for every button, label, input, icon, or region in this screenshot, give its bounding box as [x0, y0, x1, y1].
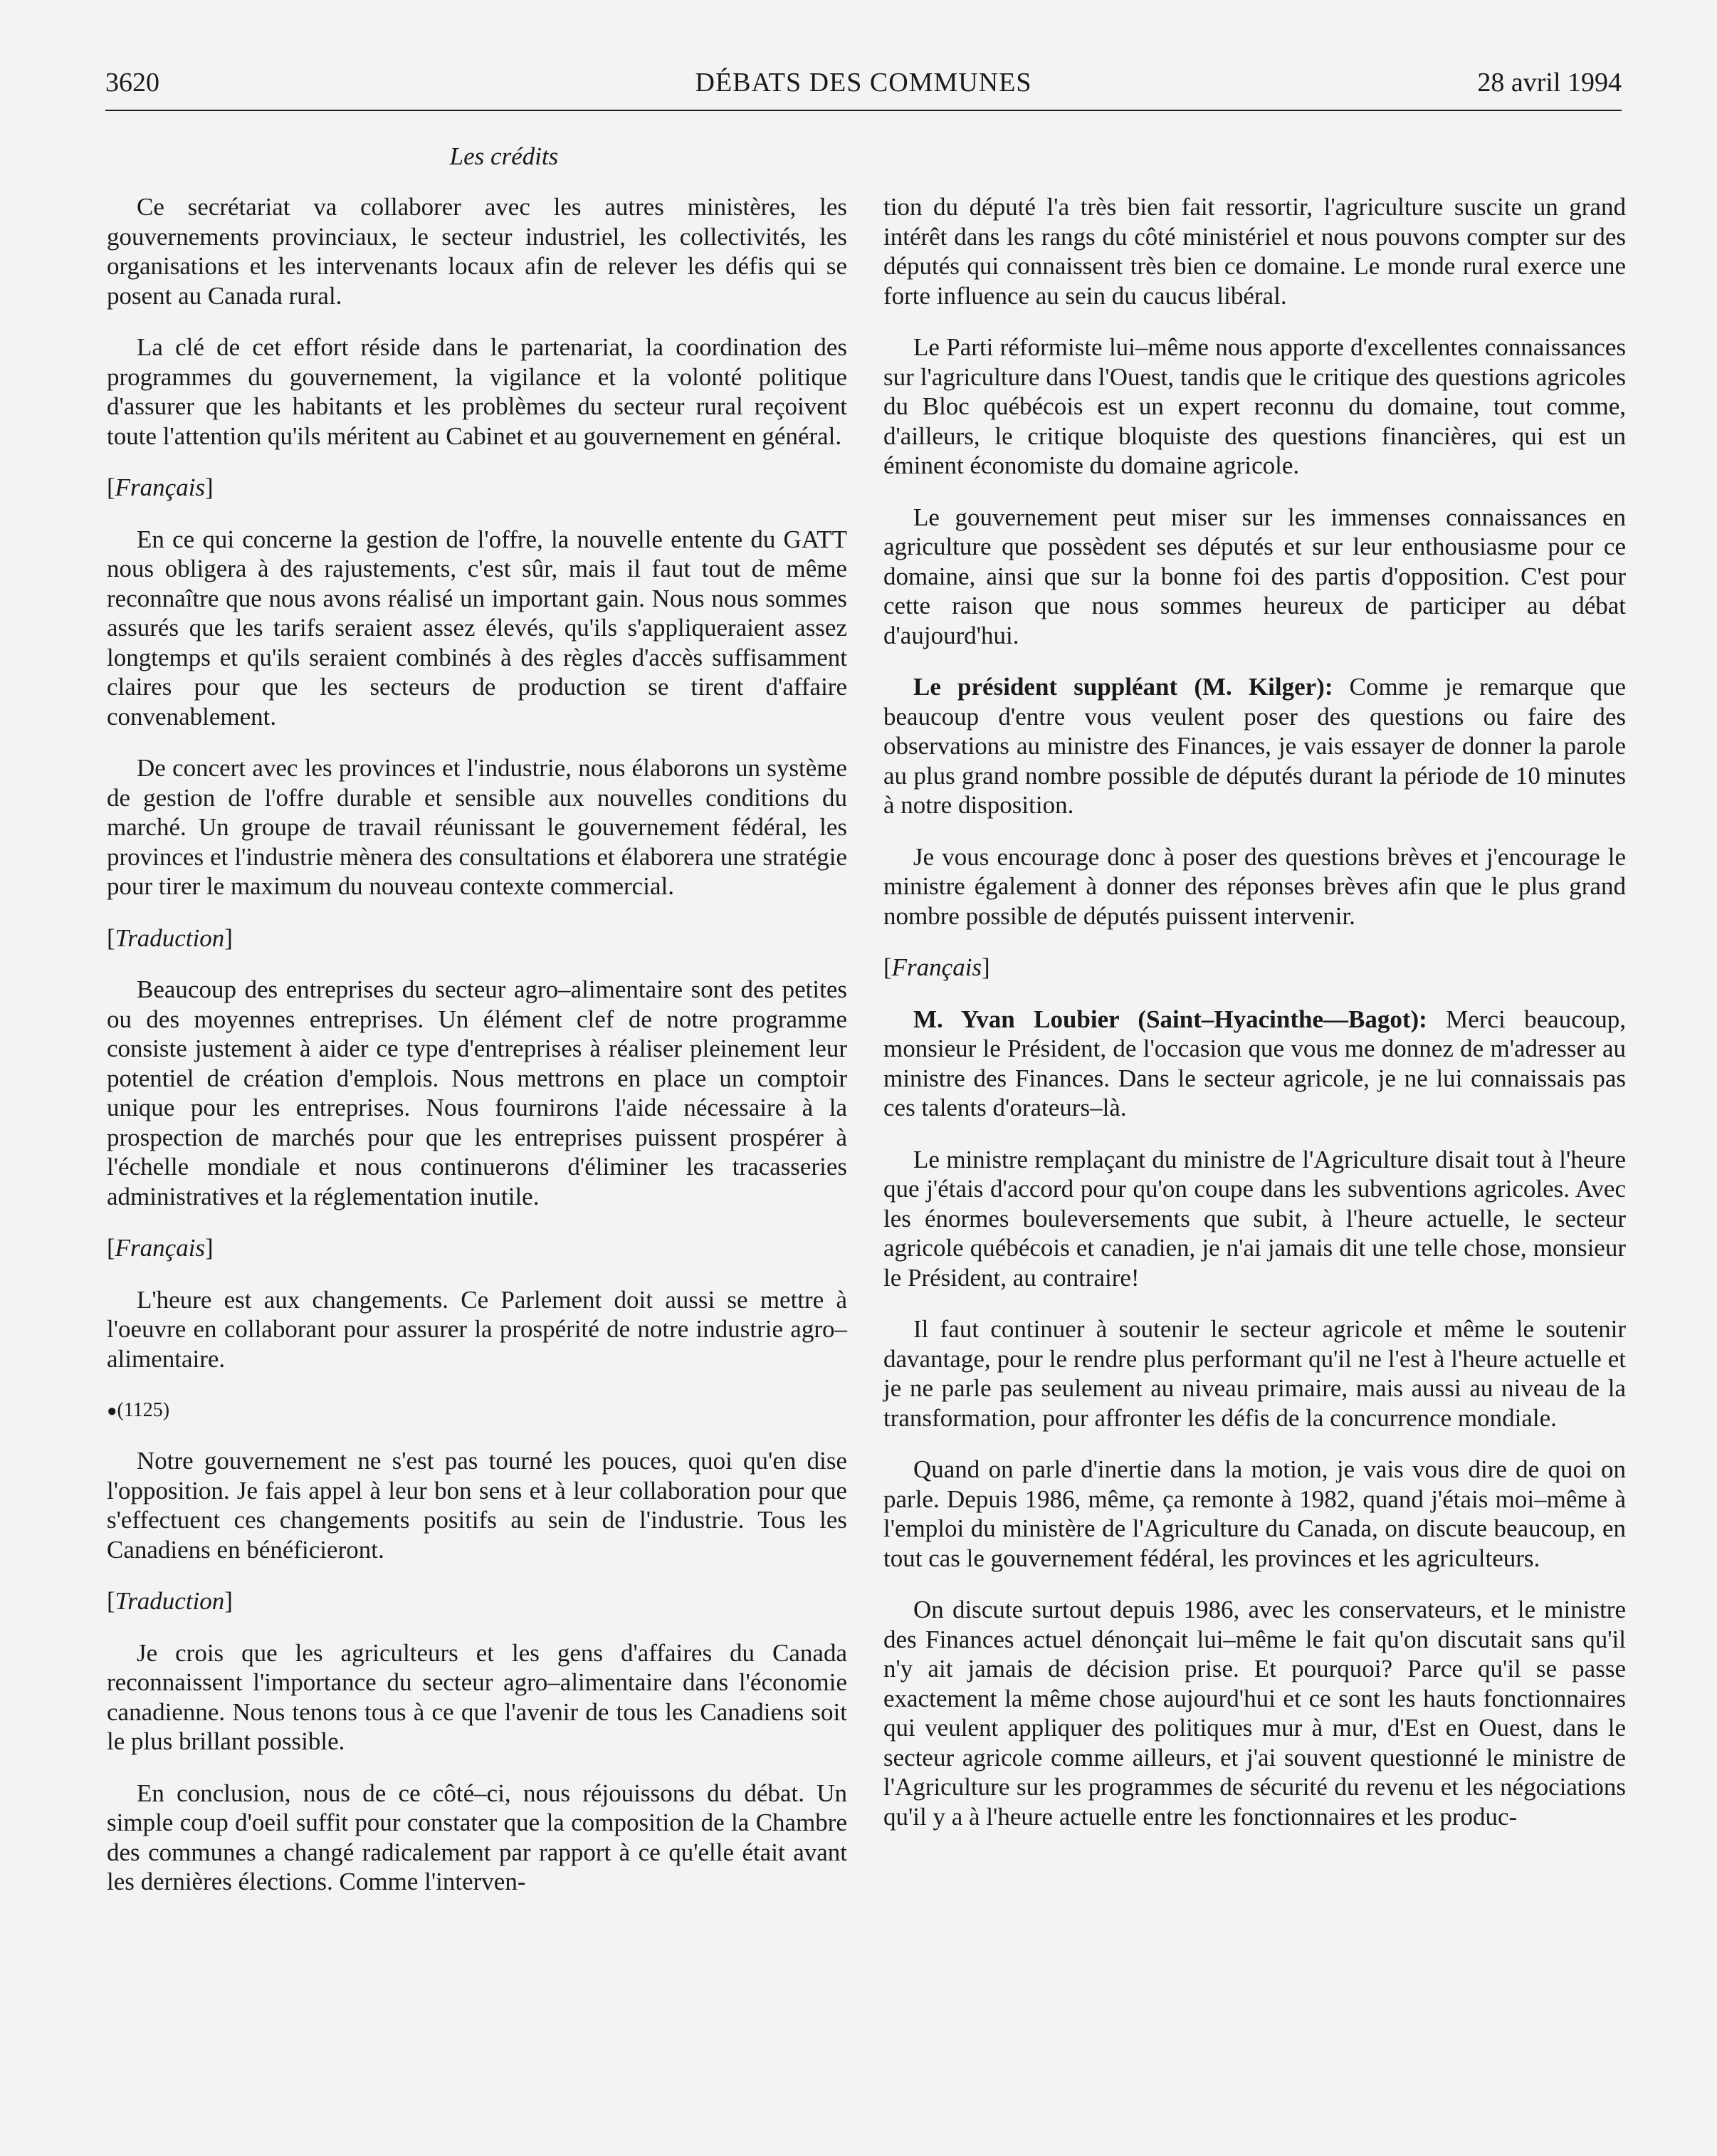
speaker-name: Le président suppléant (M. Kilger): [913, 673, 1333, 701]
body-paragraph: tion du député l'a très bien fait ressortir, l'agriculture suscite un grand intérêt dans les rangs du côté ministériel et nous pouvons compter sur des députés qui connaissent très bien ce domaine. Le monde rural exerce une forte influence au sein du caucus libéral. [883, 193, 1626, 310]
language-tag-text: Français [115, 473, 206, 501]
section-title: Les crédits [449, 142, 559, 170]
body-paragraph: La clé de cet effort réside dans le partenariat, la coordination des programmes du gouvernement, la vigilance et la volonté politique d'assurer que les habitants et les problèmes du secteur rural reçoivent toute l'attention qu'ils méritent au Cabinet et au gouvernement en général. [107, 333, 847, 450]
publication-title: DÉBATS DES COMMUNES [695, 68, 1032, 98]
body-paragraph: On discute surtout depuis 1986, avec les conservateurs, et le ministre des Finances actuel dénonçait lui–même le fait qu'on discutait sans qu'il n'y ait jamais de décision prise. Et pourquoi? Parce qu'il se passe exactement la même chose aujourd'hui et ce sont les hauts fonctionnaires qui veulent appliquer des politiques mur à mur, d'Est en Ouest, dans le secteur agricole comme ailleurs, et j'ai souvent questionné le ministre de l'Agriculture sur les programmes de sécurité du revenu et les négociations qu'il y a à l'heure actuelle entre les fonctionnaires et les produc- [883, 1596, 1626, 1831]
body-paragraph: Le Parti réformiste lui–même nous apporte d'excellentes connaissances sur l'agriculture dans l'Ouest, tandis que le critique des questions agricoles du Bloc québécois est un expert reconnu du domaine, tout comme, d'ailleurs, le critique bloquiste des questions financières, qui est un éminent économiste du domaine agricole. [883, 333, 1626, 479]
body-paragraph: En ce qui concerne la gestion de l'offre, la nouvelle entente du GATT nous obligera à des rajustements, c'est sûr, mais il faut tout de même reconnaître que nous avons réalisé un important gain. Nous nous sommes assurés que les tarifs seraient assez élevés, qu'ils s'appliqueraient assez longtemps et qu'ils seraient combinés à des règles d'accès suffisamment claires pour que les secteurs de production se tirent d'affaire convenablement. [107, 525, 847, 731]
speech-text: Merci beaucoup, monsieur le Président, de l'occasion que vous me donnez de m'adresser au ministre des Finances. Dans le secteur agricole, je ne lui connaissais pas ces talents d'orateurs–là. [883, 1005, 1626, 1121]
body-paragraph: Le gouvernement peut miser sur les immenses connaissances en agriculture que possèdent ses députés et sur leur enthousiasme pour ce domaine, ainsi que sur la bonne foi des partis d'opposition. C'est pour cette raison que nous sommes heureux de participer au débat d'aujourd'hui. [883, 503, 1626, 649]
language-tag: [Français] [883, 953, 990, 981]
time-marker-text: (1125) [117, 1399, 170, 1421]
speech-paragraph [883, 1005, 1626, 1123]
language-tag-text: Français [891, 953, 982, 981]
body-paragraph: Notre gouvernement ne s'est pas tourné les pouces, quoi qu'en dise l'opposition. Je fais appel à leur bon sens et à leur collaboration pour que s'effectuent ces changements positifs au sein de l'industrie. Tous les Canadiens en bénéficieront. [107, 1447, 847, 1564]
body-paragraph: Ce secrétariat va collaborer avec les autres ministères, les gouvernements provinciaux, le secteur industriel, les collectivités, les organisations et les intervenants locaux afin de relever les défis qui se posent au Canada rural. [107, 193, 847, 310]
page-header [105, 67, 1622, 111]
language-tag: [Français] [107, 1234, 214, 1262]
language-tag-text: Traduction [115, 923, 225, 952]
body-paragraph: Je vous encourage donc à poser des questions brèves et j'encourage le ministre également à donner des réponses brèves afin que le plus grand nombre possible de députés puissent intervenir. [883, 842, 1626, 930]
bullet-icon: ● [107, 1401, 117, 1420]
body-paragraph: L'heure est aux changements. Ce Parlement doit aussi se mettre à l'oeuvre en collaborant pour assurer la prospérité de notre industrie agro–alimentaire. [107, 1285, 847, 1373]
body-paragraph: Beaucoup des entreprises du secteur agro–alimentaire sont des petites ou des moyennes entreprises. Un élément clef de notre programme consiste justement à aider ce type d'entreprises à réaliser pleinement leur potentiel de création d'emplois. Nous mettrons en place un comptoir unique pour les entreprises. Nous fournirons l'aide nécessaire à la prospection de marchés pour que les entreprises puissent prospérer à l'échelle mondiale et nous continuerons d'éliminer les tracasseries administratives et la réglementation inutile. [107, 975, 847, 1210]
right-column [883, 192, 1626, 1853]
language-tag-text: Français [115, 1234, 206, 1262]
publication-date: 28 avril 1994 [1477, 68, 1622, 98]
body-paragraph: En conclusion, nous de ce côté–ci, nous réjouissons du débat. Un simple coup d'oeil suffit pour constater que la composition de la Chambre des communes a changé radicalement par rapport à ce qu'elle était avant les dernières élections. Comme l'interven- [107, 1779, 847, 1896]
language-tag: [Français] [107, 473, 214, 501]
speech-text: Comme je remarque que beaucoup d'entre vous veulent poser des questions ou faire des observations au ministre des Finances, je vais essayer de donner la parole au plus grand nombre possible de députés durant la période de 10 minutes à notre disposition. [883, 673, 1626, 819]
language-tag: [Traduction] [107, 923, 233, 952]
speaker-name: M. Yvan Loubier (Saint–Hyacinthe—Bagot): [913, 1005, 1427, 1033]
body-paragraph: Je crois que les agriculteurs et les gens d'affaires du Canada reconnaissent l'importance du secteur agro–alimentaire dans l'économie canadienne. Nous tenons tous à ce que l'avenir de tous les Canadiens soit le plus brillant possible. [107, 1638, 847, 1756]
speech-paragraph [883, 672, 1626, 820]
body-paragraph: Quand on parle d'inertie dans la motion, je vais vous dire de quoi on parle. Depuis 1986, même, ça remonte à 1982, quand j'étais moi–même à l'emploi du ministère de l'Agriculture du Canada, on discute beaucoup, en tout cas le gouvernement fédéral, les provinces et les agriculteurs. [883, 1455, 1626, 1572]
body-paragraph: De concert avec les provinces et l'industrie, nous élaborons un système de gestion de l'offre durable et sensible aux nouvelles conditions du marché. Un groupe de travail réunissant le gouvernement fédéral, les provinces et l'industrie mènera des consultations et élaborera une stratégie pour tirer le maximum du nouveau contexte commercial. [107, 754, 847, 900]
language-tag-text: Traduction [115, 1587, 225, 1616]
time-marker [107, 1396, 847, 1426]
page-number: 3620 [105, 68, 159, 98]
language-tag: [Traduction] [107, 1587, 233, 1616]
body-paragraph: Le ministre remplaçant du ministre de l'Agriculture disait tout à l'heure que j'étais d'accord pour qu'on coupe dans les subventions agricoles. Avec les énormes bouleversements que subit, à l'heure actuelle, le secteur agricole québécois et canadien, je n'ai jamais dit une telle chose, monsieur le Président, au contraire! [883, 1145, 1626, 1292]
left-column [107, 192, 847, 1919]
body-paragraph: Il faut continuer à soutenir le secteur agricole et même le soutenir davantage, pour le rendre plus performant qu'il ne l'est à l'heure actuelle et je ne parle pas seulement au niveau primaire, mais aussi au niveau de la transformation, pour affronter les défis de la concurrence mondiale. [883, 1315, 1626, 1432]
